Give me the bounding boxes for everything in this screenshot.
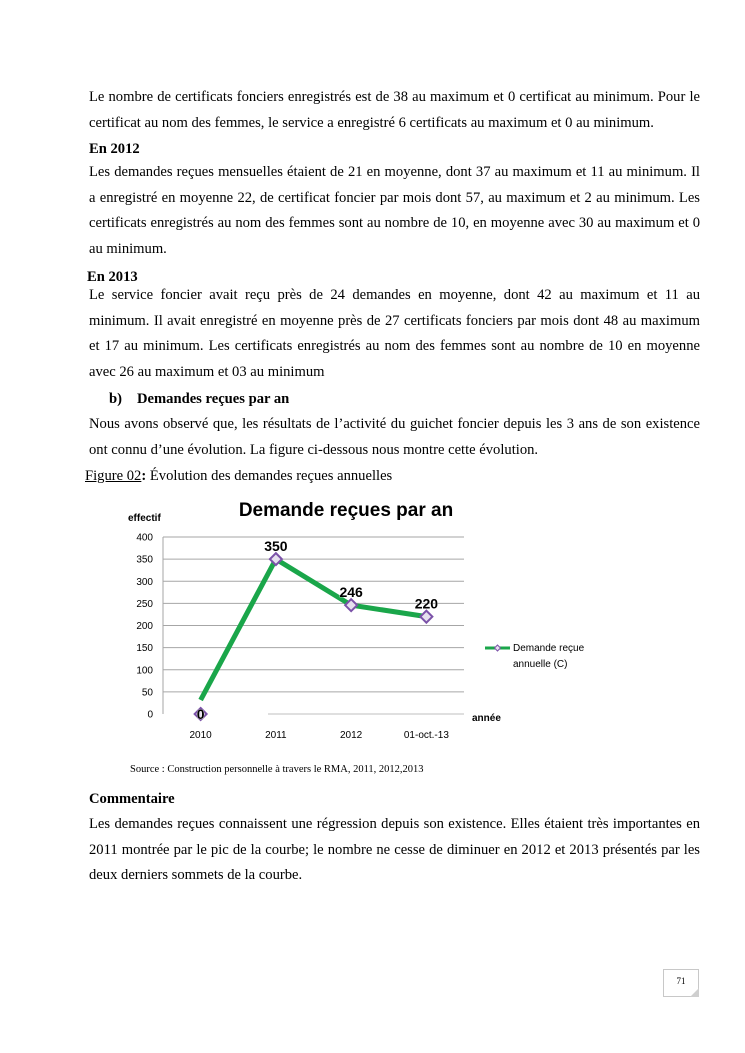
y-tick-label: 350 bbox=[136, 554, 153, 566]
y-tick-label: 400 bbox=[136, 532, 153, 544]
paragraph-2012 bbox=[89, 160, 700, 263]
paragraph-figure-intro bbox=[89, 412, 700, 463]
paragraph-text: Les demandes reçues mensuelles étaient de 21 en moyenne, dont 37 au maximum et 11 au minimum. Il a enregistré en moyenne 22, de certificat foncier par mois dont 57, au maximum et 2 au minimum. Les certificats enregistrés au nom des femmes sont au nombre de 10, en moyenne avec 30 au maximum et 0 au minimum. bbox=[89, 164, 700, 258]
data-label: 220 bbox=[414, 595, 439, 612]
paragraph-text: Le nombre de certificats fonciers enregistrés est de 38 au maximum et 0 certificat au minimum. Pour le certificat au nom des femmes, le service a enregistré 6 certificats au maximum et 0 au minimum. bbox=[89, 89, 700, 131]
subsection-heading bbox=[109, 390, 289, 408]
heading-commentaire: Commentaire bbox=[89, 791, 175, 807]
data-label: 246 bbox=[339, 584, 363, 601]
figure-label: Figure 02 bbox=[85, 468, 142, 484]
legend-marker bbox=[495, 645, 501, 651]
legend-label: annuelle (C) bbox=[513, 659, 568, 670]
paragraph-2013 bbox=[89, 283, 700, 386]
y-tick-label: 150 bbox=[136, 643, 153, 655]
heading-2012: En 2012 bbox=[89, 141, 140, 157]
x-tick-label: 2011 bbox=[265, 730, 287, 741]
x-axis-label: année bbox=[472, 713, 501, 724]
data-point-marker bbox=[420, 611, 432, 623]
subsection-title: Demandes reçues par an bbox=[137, 391, 290, 407]
series-line bbox=[201, 559, 427, 700]
page-number: 71 bbox=[676, 976, 686, 986]
subsection-number: b) bbox=[109, 391, 122, 407]
y-tick-label: 300 bbox=[136, 576, 153, 588]
data-label: 350 bbox=[264, 538, 288, 555]
data-label: 0 bbox=[196, 706, 205, 722]
page-number-box bbox=[663, 969, 699, 997]
x-tick-label: 2010 bbox=[189, 730, 212, 741]
x-tick-label: 01-oct.-13 bbox=[403, 730, 449, 741]
y-tick-label: 100 bbox=[136, 665, 153, 677]
figure-caption bbox=[85, 467, 392, 485]
y-tick-label: 50 bbox=[141, 687, 153, 699]
figure-source: Source : Construction personnelle à travers le RMA, 2011, 2012,2013 bbox=[130, 764, 424, 775]
chart-svg bbox=[110, 490, 630, 750]
y-tick-label: 250 bbox=[136, 598, 153, 610]
paragraph-text: Nous avons observé que, les résultats de l’activité du guichet foncier depuis les 3 ans de son existence ont connu d’une évolution. La figure ci-dessous nous montre cette évolution. bbox=[89, 416, 700, 458]
paragraph-text: Le service foncier avait reçu près de 24 demandes en moyenne, dont 42 au maximum et 11 au minimum. Il avait enregistré en moyenne près de 27 certificats fonciers par mois dont 48 au maximum et 17 au minimum. Les certificats enregistrés au nom des femmes sont au nombre de 10 en moyenne avec 26 au maximum et 03 au minimum bbox=[89, 287, 700, 381]
figure-colon: : bbox=[141, 468, 147, 484]
chart-title: Demande reçues par an bbox=[238, 500, 454, 521]
figure-title: Évolution des demandes reçues annuelles bbox=[146, 468, 393, 484]
y-axis-label: effectif bbox=[128, 513, 161, 524]
legend-label: Demande reçue bbox=[513, 643, 585, 654]
paragraph-commentaire bbox=[89, 812, 700, 889]
page-fold-decoration bbox=[690, 988, 699, 997]
x-tick-label: 2012 bbox=[340, 730, 363, 741]
heading-2013: En 2013 bbox=[87, 269, 138, 285]
y-tick-label: 200 bbox=[136, 621, 153, 632]
paragraph-intro bbox=[89, 85, 700, 136]
paragraph-text: Les demandes reçues connaissent une régression depuis son existence. Elles étaient très importantes en 2011 montrée par le pic de la courbe; le nombre ne cesse de diminuer en 2012 et 2013 présentés par les deux derniers sommets de la courbe. bbox=[89, 816, 700, 884]
line-chart bbox=[110, 490, 630, 750]
y-tick-label: 0 bbox=[147, 709, 153, 721]
